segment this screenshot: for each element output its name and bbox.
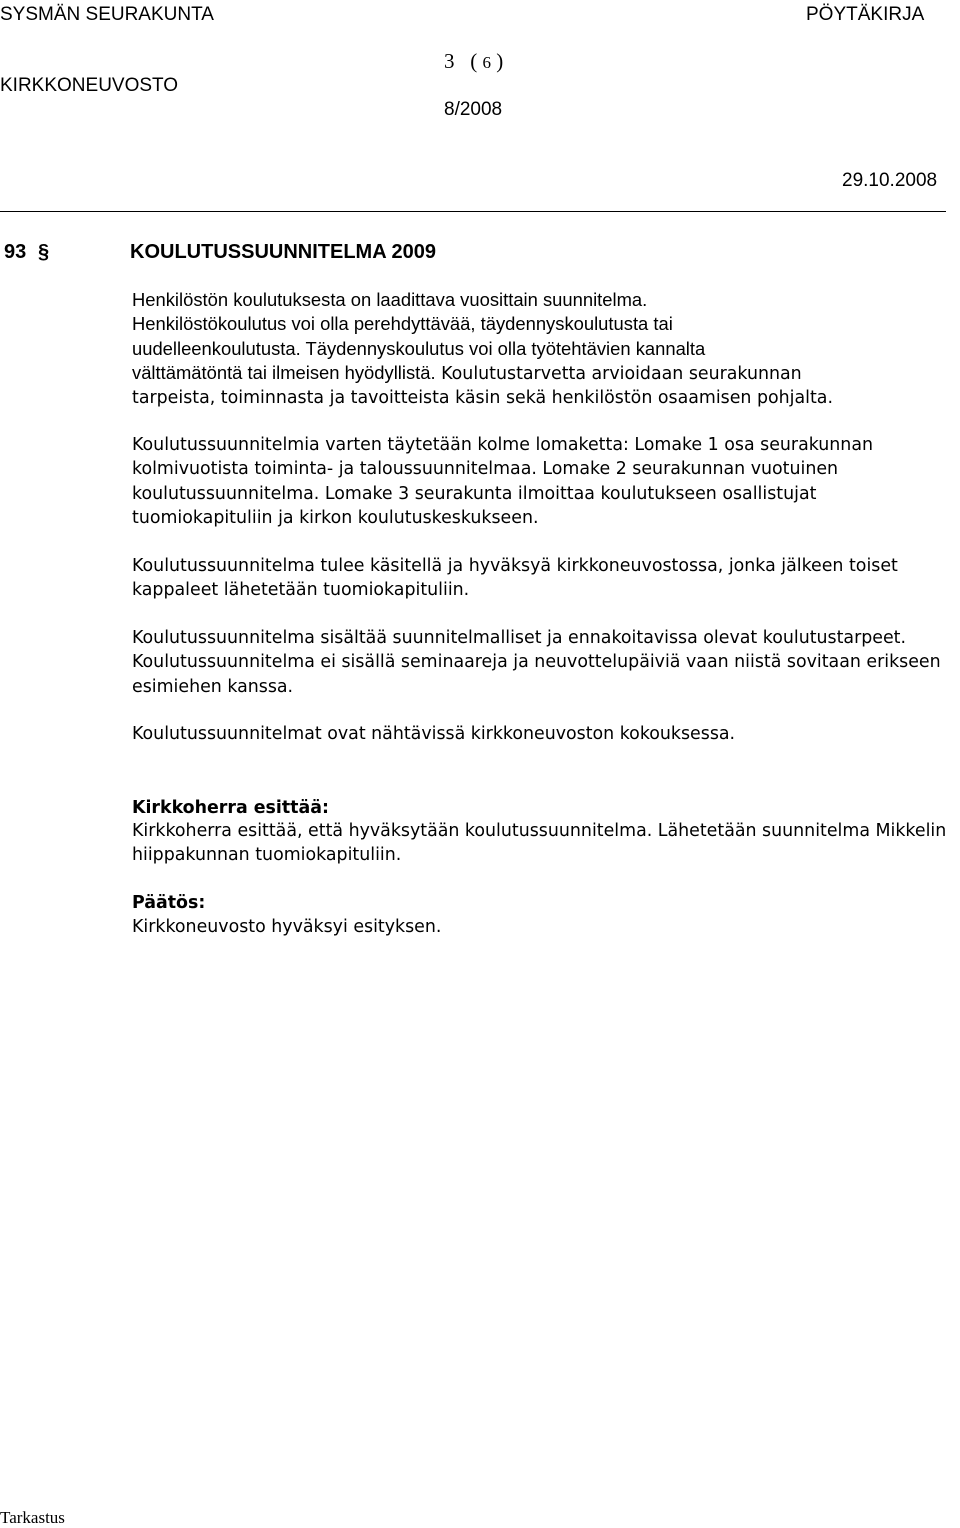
page-paren-close: ) bbox=[496, 49, 504, 73]
organization-name: SYSMÄN SEURAKUNTA bbox=[0, 4, 214, 25]
proposal-heading: Kirkkoherra esittää: bbox=[132, 798, 329, 818]
paragraph-1 bbox=[132, 288, 952, 410]
page-number bbox=[444, 49, 503, 75]
section-heading: KOULUTUSSUUNNITELMA 2009 bbox=[130, 241, 436, 263]
paragraph-1-line: tarpeista, toiminnasta ja tavoitteista käsin sekä henkilöstön osaamisen pohjalta. bbox=[132, 388, 833, 409]
footer-label: Tarkastus bbox=[0, 1508, 65, 1527]
paragraph-1-segment: Koulutustarvetta arvioidaan seurakunnan bbox=[435, 363, 802, 384]
body-name: KIRKKONEUVOSTO bbox=[0, 75, 179, 96]
header-divider bbox=[0, 211, 946, 212]
paragraph-5: Koulutussuunnitelmat ovat nähtävissä kirkkoneuvoston kokouksessa. bbox=[132, 724, 736, 744]
paragraph-1-line: Henkilöstökoulutus voi olla perehdyttävää, täydennyskoulutusta tai bbox=[132, 313, 673, 335]
paragraph-2: Koulutussuunnitelmia varten täytetään kolme lomaketta: Lomake 1 osa seurakunnan kolmivuotista toiminta- ja taloussuunnitelmaa. Lomake 2 seurakunnan vuotuinen koulutussuunnitelma. Lomake 3 seurakunta ilmoittaa koulutukseen osallistujat tuomiokapituliin ja kirkon koulutuskeskukseen. bbox=[132, 435, 874, 528]
paragraph-1-line: Henkilöstön koulutuksesta on laadittava vuosittain suunnitelma. bbox=[132, 289, 648, 310]
page-total: 6 bbox=[482, 53, 491, 72]
paragraph-1-line bbox=[132, 361, 952, 386]
proposal-text: Kirkkoherra esittää, että hyväksytään koulutussuunnitelma. Lähetetään suunnitelma Mikkelin hiippakunnan tuomiokapituliin. bbox=[132, 821, 947, 866]
paragraph-1-segment: välttämätöntä tai ilmeisen hyödyllistä. bbox=[132, 361, 436, 383]
document-type: PÖYTÄKIRJA bbox=[806, 4, 925, 25]
decision-heading: Päätös: bbox=[132, 893, 206, 913]
paragraph-1-line: uudelleenkoulutusta. Täydennyskoulutus voi olla työtehtävien kannalta bbox=[132, 337, 706, 359]
paragraph-4: Koulutussuunnitelma sisältää suunnitelmalliset ja ennakoitavissa olevat koulutustarpeet. Koulutussuunnitelma ei sisällä seminaareja ja neuvottelupäiviä vaan niistä sovitaan erikseen esimiehen kanssa. bbox=[132, 628, 941, 697]
paragraph-3: Koulutussuunnitelma tulee käsitellä ja hyväksyä kirkkoneuvostossa, jonka jälkeen toiset kappaleet lähetetään tuomiokapituliin. bbox=[132, 556, 898, 601]
section-number: 93 bbox=[4, 241, 27, 263]
meeting-number: 8/2008 bbox=[444, 99, 503, 120]
section-sign: § bbox=[38, 241, 50, 263]
meeting-date: 29.10.2008 bbox=[842, 170, 938, 191]
page-paren-open: ( bbox=[470, 49, 478, 73]
page-current: 3 bbox=[444, 49, 455, 73]
section-title bbox=[4, 240, 436, 264]
decision-text: Kirkkoneuvosto hyväksyi esityksen. bbox=[132, 917, 442, 937]
